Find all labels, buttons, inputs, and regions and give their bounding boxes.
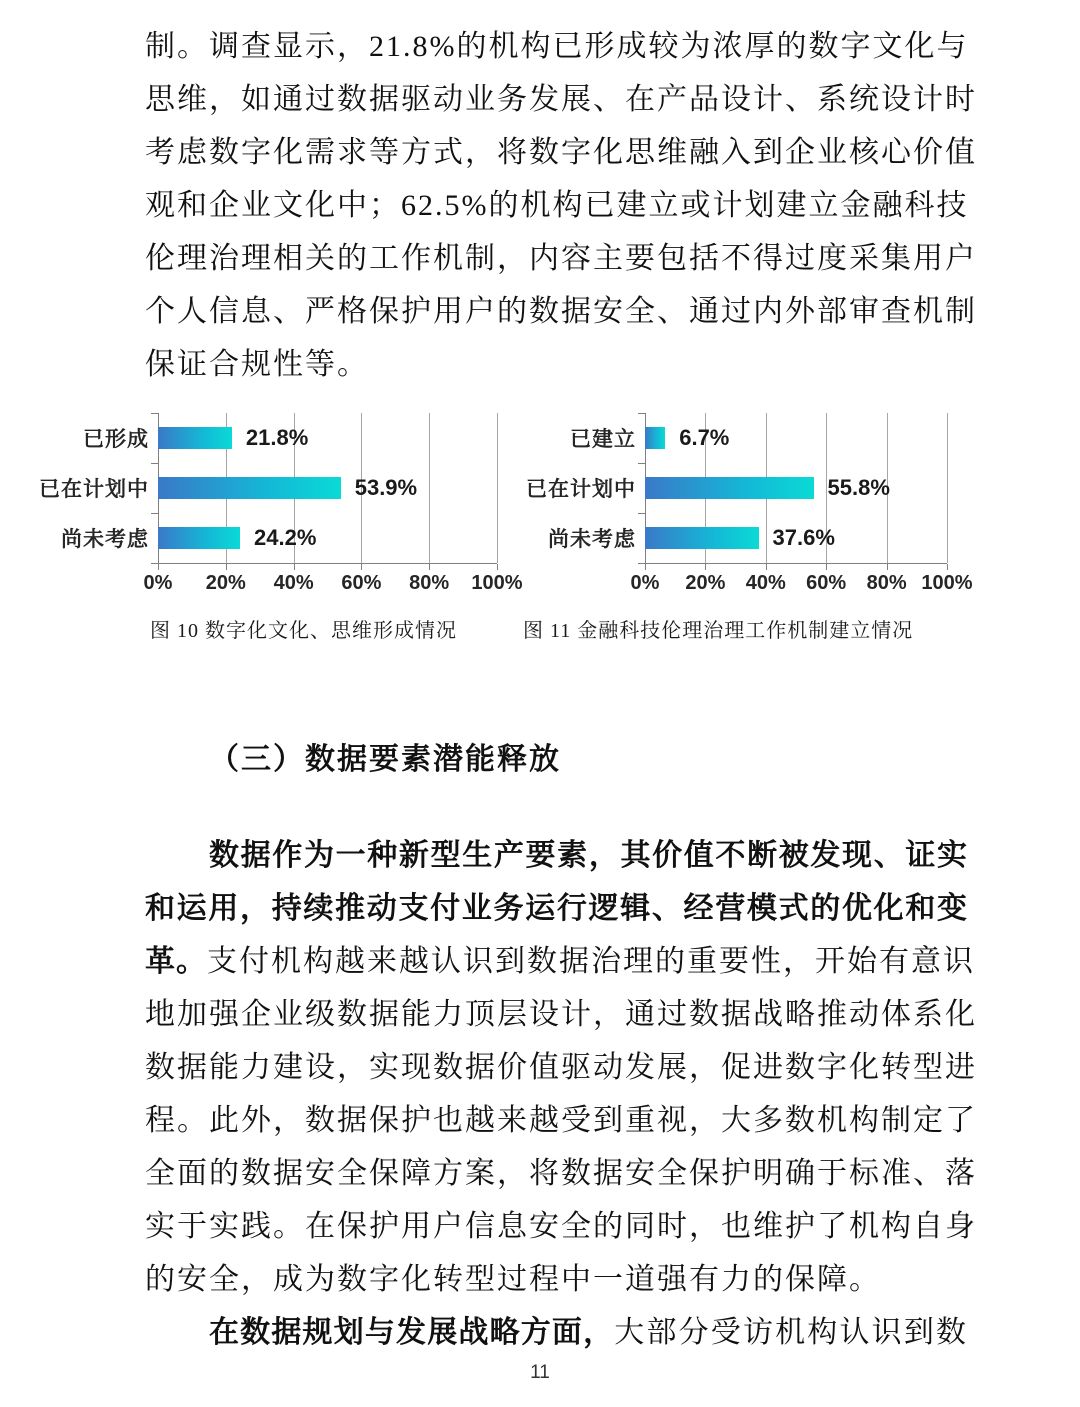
- category-label: 尚未考虑: [61, 528, 149, 551]
- x-tick-label: 100%: [921, 572, 973, 594]
- text-line: [145, 232, 977, 285]
- text-line: [145, 1147, 977, 1200]
- category-label: 已形成: [83, 428, 149, 451]
- figure-captions: [0, 614, 1080, 644]
- text-line: [145, 988, 977, 1041]
- text-segment: 数据能力建设，实现数据价值驱动发展，促进数字化转型进: [145, 1051, 977, 1084]
- bar: [645, 427, 665, 449]
- bar: [645, 477, 814, 499]
- x-axis-labels: [143, 564, 523, 596]
- text-segment: 数据作为一种新型生产要素，其价值不断被发现、证实: [209, 839, 968, 872]
- paragraph-digital-culture: [145, 0, 977, 391]
- category-label: 尚未考虑: [548, 528, 636, 551]
- x-tick-label: 20%: [685, 572, 726, 594]
- bar-chart-fig10: [39, 413, 523, 596]
- bar-chart-fig11: [526, 413, 973, 596]
- text-line: [145, 882, 968, 935]
- charts-row: [39, 413, 1080, 596]
- x-tick-label: 40%: [273, 572, 314, 594]
- text-line: [145, 179, 968, 232]
- bar: [645, 527, 759, 549]
- text-segment: 支付机构越来越认识到数据治理的重要性，开始有意识: [207, 945, 975, 978]
- text-segment: 个人信息、严格保护用户的数据安全、通过内外部审查机制: [145, 295, 977, 328]
- x-tick-label: 0%: [143, 572, 173, 594]
- text-segment: 程。此外，数据保护也越来越受到重视，大多数机构制定了: [145, 1104, 977, 1137]
- text-segment: 观和企业文化中；62.5%的机构已建立或计划建立金融科技: [145, 189, 969, 222]
- y-axis-tick: [151, 513, 158, 514]
- x-axis-tick: [497, 564, 498, 570]
- x-tick-label: 40%: [745, 572, 786, 594]
- bar-value-label: 37.6%: [772, 525, 835, 550]
- x-tick-label: 20%: [205, 572, 246, 594]
- section-heading: （三）数据要素潜能释放: [209, 743, 561, 776]
- text-line: [145, 1253, 968, 1306]
- page-number: 11: [530, 1362, 550, 1383]
- x-axis-tick: [947, 564, 948, 570]
- gridline: [429, 413, 430, 563]
- text-segment: 在数据规划与发展战略方面，: [209, 1316, 615, 1349]
- bar: [158, 477, 341, 499]
- paragraph-data-element: [145, 829, 977, 1306]
- text-segment: 制。调查显示，21.8%的机构已形成较为浓厚的数字文化与: [145, 30, 969, 63]
- bar-value-label: 55.8%: [827, 475, 890, 500]
- text-segment: 保证合规性等。: [145, 348, 369, 381]
- plot-area: [158, 413, 497, 564]
- text-segment: 地加强企业级数据能力顶层设计，通过数据战略推动体系化: [145, 998, 977, 1031]
- y-axis-tick: [638, 513, 645, 514]
- y-axis-tick: [151, 413, 158, 414]
- text-segment: 革。: [145, 945, 207, 978]
- bar-value-label: 6.7%: [679, 425, 730, 450]
- text-segment: 伦理治理相关的工作机制，内容主要包括不得过度采集用户: [145, 242, 977, 275]
- text-segment: 的安全，成为数字化转型过程中一道强有力的保障。: [145, 1263, 881, 1296]
- x-tick-label: 80%: [866, 572, 907, 594]
- text-segment: 全面的数据安全保障方案，将数据安全保护明确于标准、落: [145, 1157, 977, 1190]
- figure-caption-11: 图 11 金融科技伦理治理工作机制建立情况: [523, 620, 914, 642]
- category-label: 已建立: [570, 428, 636, 451]
- plot-area: [645, 413, 947, 564]
- x-tick-label: 100%: [471, 572, 523, 594]
- bar-value-label: 24.2%: [254, 525, 317, 550]
- gridline: [947, 413, 948, 563]
- x-tick-label: 60%: [341, 572, 382, 594]
- text-segment: 大部分受访机构认识到数: [614, 1316, 969, 1349]
- text-line: [145, 1306, 968, 1359]
- text-line: [145, 126, 977, 179]
- y-axis-tick: [638, 463, 645, 464]
- text-line: [145, 73, 977, 126]
- text-line: [145, 935, 975, 988]
- y-axis-tick: [638, 413, 645, 414]
- bar-value-label: 53.9%: [354, 475, 418, 500]
- y-axis-tick: [638, 563, 645, 564]
- text-line: [145, 1041, 977, 1094]
- category-label: 已在计划中: [526, 478, 636, 501]
- text-line: [145, 1094, 977, 1147]
- text-segment: 考虑数字化需求等方式，将数字化思维融入到企业核心价值: [145, 136, 977, 169]
- x-tick-label: 60%: [806, 572, 847, 594]
- text-line: [145, 829, 968, 882]
- paragraph-data-planning: [145, 1306, 968, 1359]
- category-label: 已在计划中: [39, 478, 149, 501]
- text-line: [145, 285, 977, 338]
- x-tick-label: 80%: [409, 572, 450, 594]
- x-tick-label: 0%: [630, 572, 660, 594]
- text-line: [145, 20, 968, 73]
- bar: [158, 427, 232, 449]
- figure-caption-10: 图 10 数字化文化、思维形成情况: [150, 620, 457, 642]
- bar-value-label: 21.8%: [245, 425, 309, 450]
- text-segment: 实于实践。在保护用户信息安全的同时，也维护了机构自身: [145, 1210, 977, 1243]
- bar: [158, 527, 240, 549]
- y-axis-tick: [151, 463, 158, 464]
- gridline: [497, 413, 498, 563]
- text-segment: 思维，如通过数据驱动业务发展、在产品设计、系统设计时: [145, 83, 977, 116]
- text-line: [145, 1200, 977, 1253]
- y-axis-tick: [151, 563, 158, 564]
- x-axis-labels: [630, 564, 973, 596]
- text-line: [145, 338, 968, 391]
- text-segment: 和运用，持续推动支付业务运行逻辑、经营模式的优化和变: [145, 892, 968, 925]
